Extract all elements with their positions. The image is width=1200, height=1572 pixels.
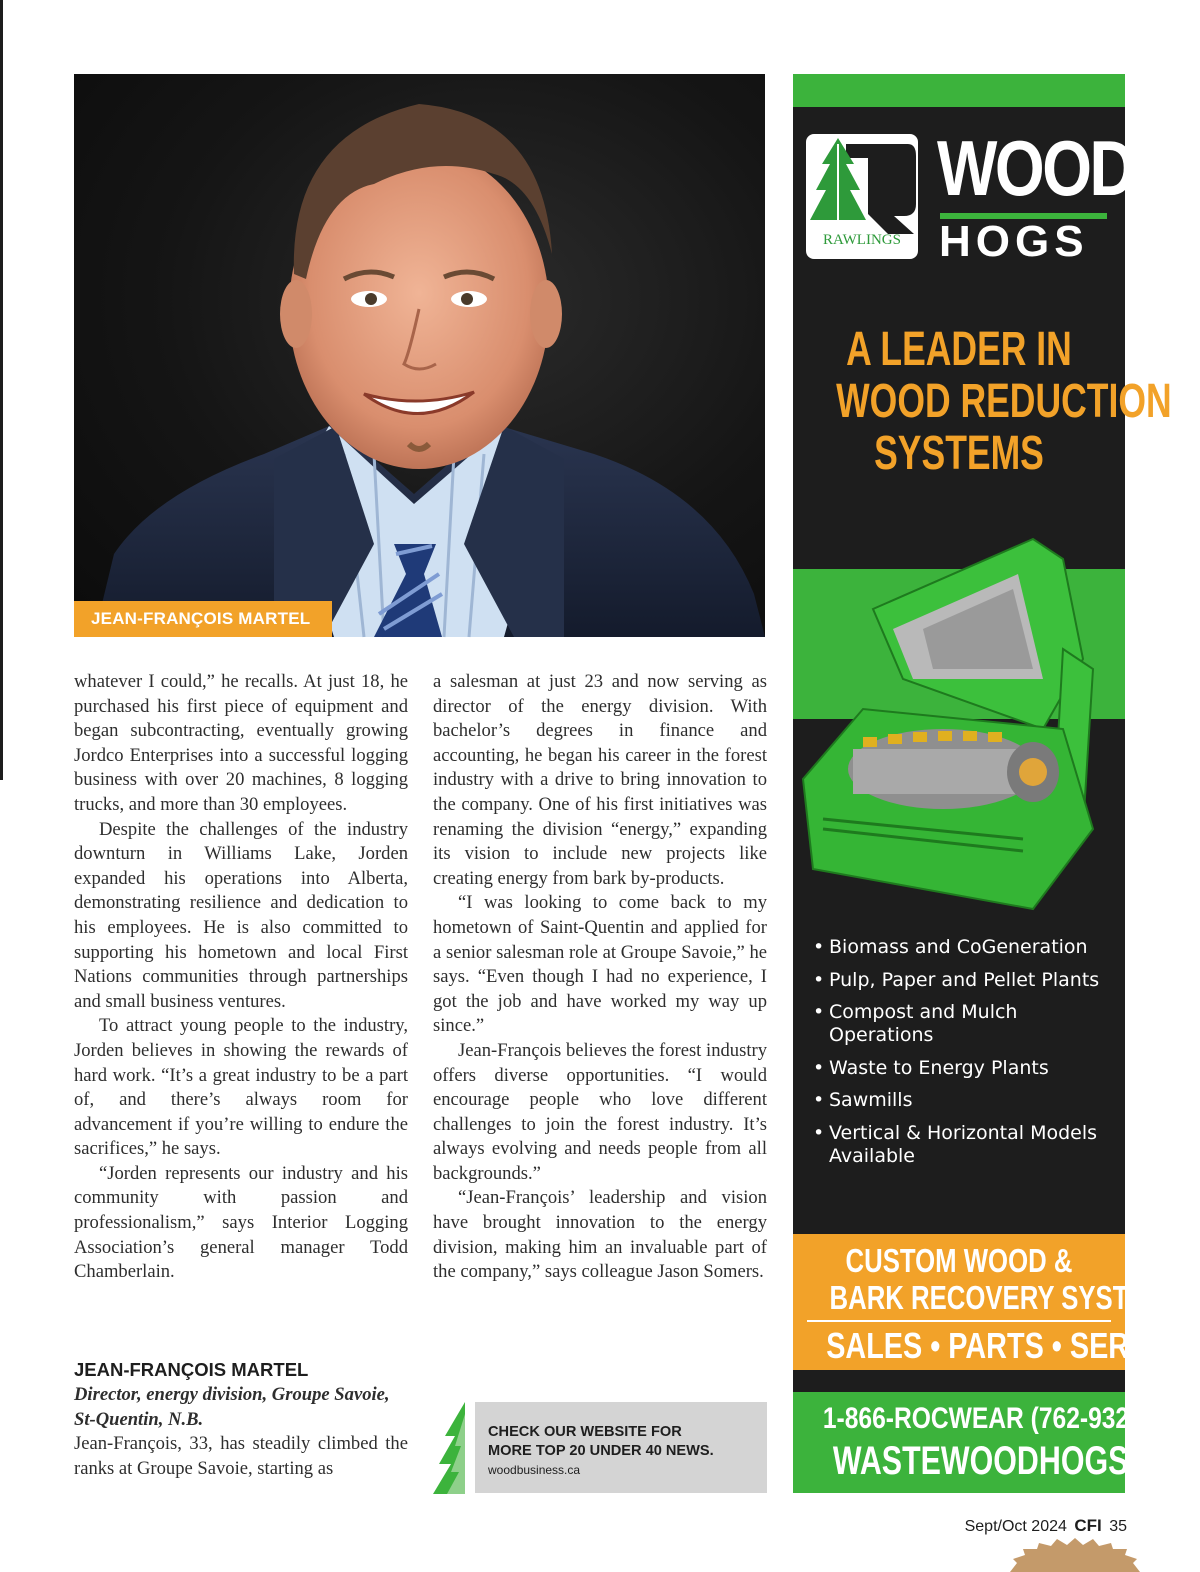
custom-line: CUSTOM WOOD & <box>845 1242 1073 1279</box>
portrait-photo <box>74 74 765 637</box>
feature-item: • Vertical & Horizontal Models Available <box>813 1121 1098 1167</box>
website-promo[interactable] <box>475 1402 767 1493</box>
feature-item: • Pulp, Paper and Pellet Plants <box>813 968 1100 991</box>
paragraph: “Jean-François’ leadership and vision have brought innovation to the energy division, making him an invaluable part of the company,” says colleague Jason Somers. <box>433 1187 767 1283</box>
page-footer <box>965 1516 1127 1536</box>
article-column-1 <box>74 670 408 1285</box>
ad-services-panel <box>793 1234 1196 1370</box>
profile-title: Director, energy division, Groupe Savoie, St-Quentin, N.B. <box>74 1384 390 1430</box>
saw-blade-icon <box>1005 1535 1145 1572</box>
rawlings-logo <box>806 134 918 259</box>
issue-date: Sept/Oct 2024 <box>964 1518 1067 1535</box>
profile-name: JEAN-FRANÇOIS MARTEL <box>74 1359 309 1380</box>
paragraph: whatever I could,” he recalls. At just 18, he purchased his first piece of equipment and began subcontracting, eventually growing Jordco Enterprises into a successful logging business with over 20 machines, 8 logging trucks, and more than 30 employees. <box>74 671 408 815</box>
phone-number[interactable]: 1-866-ROCWEAR (762-9327) <box>822 1402 1151 1435</box>
promo-line-2: MORE TOP 20 UNDER 40 NEWS. <box>488 1443 714 1459</box>
logo-wordmark: RAWLINGS <box>823 232 901 248</box>
ad-headline <box>836 323 1172 480</box>
feature-list <box>813 936 1118 1177</box>
paragraph: “Jorden represents our industry and his community with passion and professionalism,” says Interior Logging Association’s general manager Todd Chamberlain. <box>74 1162 408 1283</box>
custom-systems-text <box>829 1242 1185 1316</box>
paragraph: a salesman at just 23 and now serving as director of the energy division. With bachelor’s degrees in finance and accounting, he began his career in the forest industry with a drive to bring innovation to the company. One of his first initiatives was renaming the division “energy,” expanding its vision to include new projects like creating energy from bark by-products. <box>433 671 767 889</box>
ad-website-link[interactable]: WASTEWOODHOGS.com <box>832 1439 1200 1483</box>
article-column-2 <box>433 670 767 1285</box>
feature-item: • Sawmills <box>813 1089 913 1111</box>
promo-line-1: CHECK OUR WEBSITE FOR <box>488 1424 682 1440</box>
profile-block <box>74 1357 408 1481</box>
wood-hogs-ad[interactable] <box>793 74 1200 1493</box>
promo-url-link[interactable]: woodbusiness.ca <box>488 1463 581 1477</box>
tree-icon <box>431 1402 467 1494</box>
ad-contact-panel <box>793 1392 1200 1493</box>
paragraph: “I was looking to come back to my hometown of Saint-Quentin and applied for a senior salesman role at Groupe Savoie,” he says. “Even though I had no experience, I got the job and have worked my way up since.” <box>433 892 767 1037</box>
paragraph: Despite the challenges of the industry downturn in Williams Lake, Jorden expanded his operations into Alberta, demonstrating resilience and dedication to his employees. He is also committed to supporting his hometown and local First Nations communities through partnerships and small business ventures. <box>74 818 408 1012</box>
wood-hog-machine-illustration <box>793 529 1125 929</box>
paragraph: To attract young people to the industry, Jorden believes in showing the rewards of hard work. “It’s a great industry to be a part of, and there’s always room for advancement if you’re willing to endure the sacrifices,” he says. <box>74 1015 408 1160</box>
feature-item: • Waste to Energy Plants <box>813 1056 1049 1079</box>
brand-wood: WOOD <box>937 124 1134 212</box>
sales-parts-service: SALES • PARTS • SERVICE <box>826 1325 1196 1366</box>
page-edge-rule <box>0 0 3 780</box>
headline-line: A LEADER IN <box>846 323 1072 376</box>
headline-line: SYSTEMS <box>874 427 1044 480</box>
feature-item: • Compost and Mulch Operations <box>813 1001 1018 1046</box>
page-number: 35 <box>1109 1518 1127 1535</box>
custom-line: BARK RECOVERY SYSTEMS <box>829 1279 1185 1316</box>
photo-caption: JEAN-FRANÇOIS MARTEL <box>74 601 332 637</box>
brand-hogs: HOGS <box>939 217 1089 266</box>
profile-body: Jean-François, 33, has steadily climbed the ranks at Groupe Savoie, starting as <box>74 1433 408 1479</box>
feature-item: • Biomass and CoGeneration <box>813 936 1088 958</box>
magazine-brand: CFI <box>1074 1516 1102 1535</box>
headline-line: WOOD REDUCTION <box>836 375 1172 428</box>
paragraph: Jean-François believes the forest industry offers diverse opportunities. “I would encourage people who love different challenges to join the forest industry. It’s always evolving and needs people from all backgrounds.” <box>433 1039 767 1184</box>
services-divider <box>807 1320 1111 1322</box>
ad-top-band <box>793 74 1125 107</box>
